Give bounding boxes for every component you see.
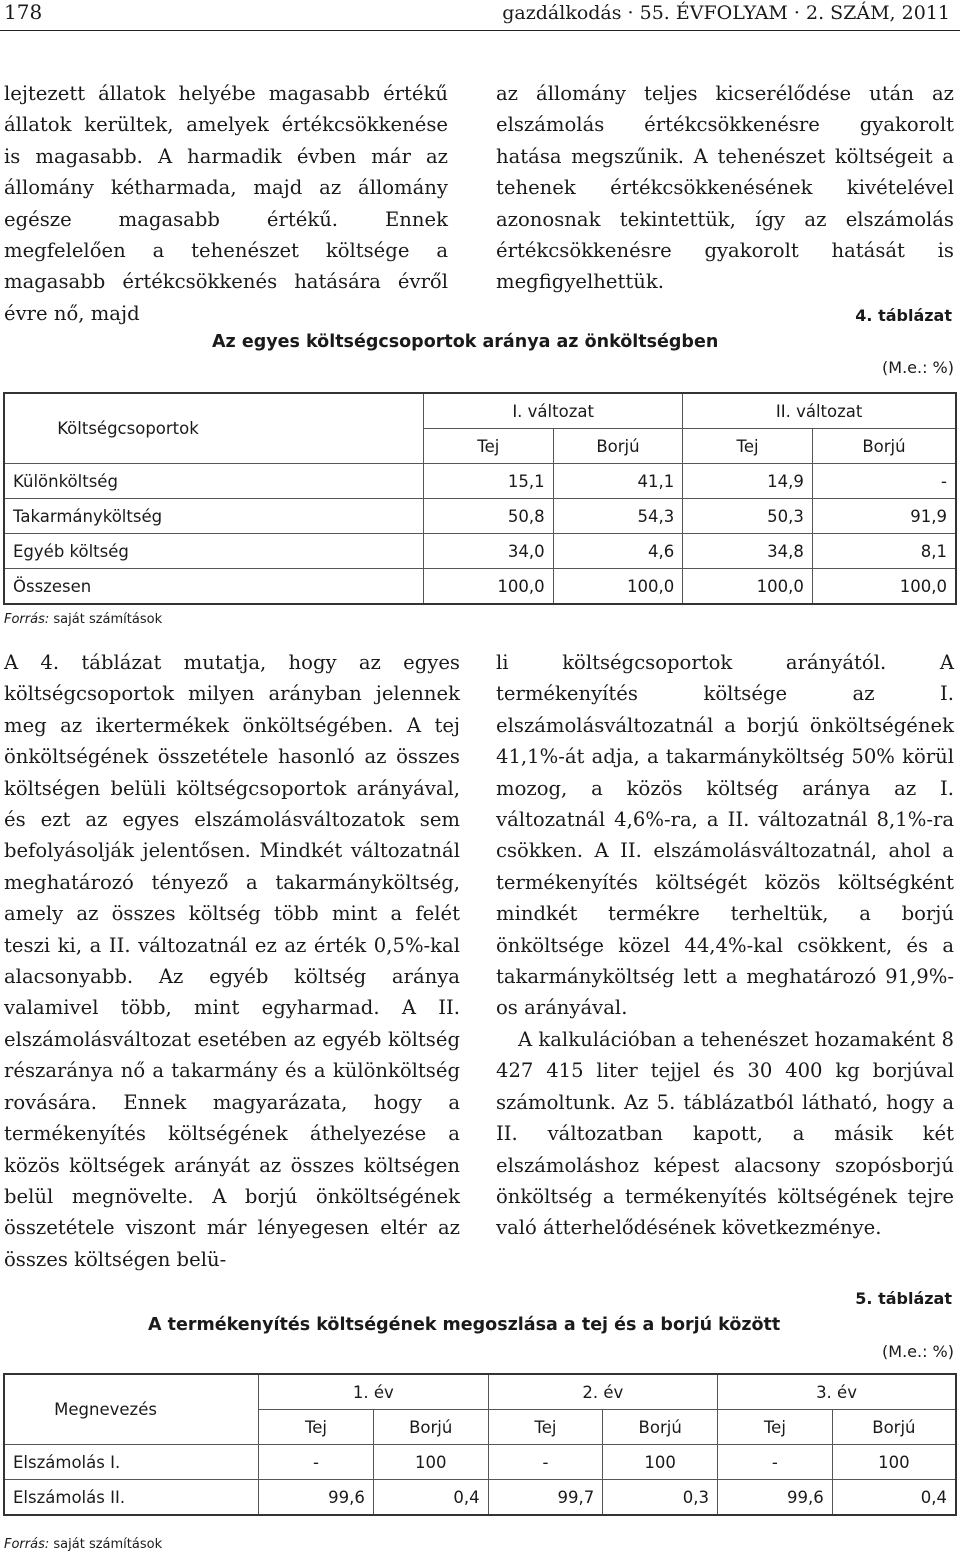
table4-cell: 8,1 bbox=[812, 534, 956, 569]
table5-unit: (M.e.: %) bbox=[882, 1342, 954, 1361]
table4-row-name: Összesen bbox=[4, 569, 424, 605]
table5-cell: - bbox=[259, 1445, 374, 1480]
top-right-column bbox=[496, 78, 954, 298]
table5-cell: - bbox=[488, 1445, 603, 1480]
table4-cell: 34,0 bbox=[424, 534, 554, 569]
table-row bbox=[4, 534, 956, 569]
table4-cell: 54,3 bbox=[553, 499, 683, 534]
table4-row-name: Egyéb költség bbox=[4, 534, 424, 569]
table4-cell: 15,1 bbox=[424, 464, 554, 499]
table4-row-header: Költségcsoportok bbox=[57, 419, 199, 438]
table5-label: 5. táblázat bbox=[855, 1289, 952, 1308]
body-paragraph: az állomány teljes kicserélődése után az elszámolás értékcsökkenésre gyakorolt hatása megszűnik. A tehenészet költségeit a tehenek értékcsökkenésének kivételével azonosnak tekintettük, így az elszámolás értékcsökkenésre gyakorolt hatását is megfigyelhettük. bbox=[496, 82, 954, 294]
body-paragraph: A kalkulációban a tehenészet hozamaként 8 427 415 liter tejjel és 30 400 kg borjúval számoltunk. Az 5. táblázatból látható, hogy a II. változatban kapott, a másik két elszámoláshoz képest alacsony szopósborjú önköltség a termékenyítés költségének tejre való átterhelődésének következménye. bbox=[496, 1027, 954, 1240]
table5-sub-borju: Borjú bbox=[603, 1410, 718, 1445]
journal-running-head: gazdálkodás · 55. ÉVFOLYAM · 2. SZÁM, 2011 bbox=[502, 2, 950, 24]
table4-sub-tej: Tej bbox=[683, 429, 813, 464]
table4-cell: - bbox=[812, 464, 956, 499]
table4-cell: 100,0 bbox=[683, 569, 813, 605]
body-paragraph: lejtezett állatok helyébe magasabb értékű állatok kerültek, amelyek értékcsökkenése is magasabb. A harmadik évben már az állomány kétharmada, majd az állomány egésze magasabb értékű. Ennek megfelelően a tehenészet költsége a magasabb értékcsökkenés hatására évről évre nő, majd bbox=[4, 82, 448, 325]
table5-group-3: 3. év bbox=[718, 1374, 956, 1410]
table4-cell: 100,0 bbox=[812, 569, 956, 605]
table5-sub-tej: Tej bbox=[488, 1410, 603, 1445]
table4-sub-borju: Borjú bbox=[553, 429, 683, 464]
table5-row-name: Elszámolás II. bbox=[4, 1480, 259, 1516]
table5-cell: 99,6 bbox=[718, 1480, 833, 1516]
table-row bbox=[4, 1445, 956, 1480]
table4-row-name: Különköltség bbox=[4, 464, 424, 499]
table5-cell: 0,4 bbox=[832, 1480, 956, 1516]
header-rule bbox=[0, 30, 960, 31]
table5-row-header: Megnevezés bbox=[54, 1400, 157, 1419]
table4-group-1: I. változat bbox=[424, 393, 683, 429]
table4-sub-tej: Tej bbox=[424, 429, 554, 464]
table5-cell: 100 bbox=[603, 1445, 718, 1480]
table5-cell: 99,6 bbox=[259, 1480, 374, 1516]
table4-sub-borju: Borjú bbox=[812, 429, 956, 464]
table5-cell: 0,4 bbox=[373, 1480, 488, 1516]
table5-group-1: 1. év bbox=[259, 1374, 488, 1410]
table4-cell: 50,3 bbox=[683, 499, 813, 534]
table5-cell: - bbox=[718, 1445, 833, 1480]
table4-label: 4. táblázat bbox=[855, 306, 952, 325]
source-text: saját számítások bbox=[53, 1537, 163, 1552]
source-label: Forrás: bbox=[4, 1537, 50, 1552]
top-left-column bbox=[4, 78, 448, 329]
table5-sub-borju: Borjú bbox=[373, 1410, 488, 1445]
middle-right-column bbox=[496, 647, 954, 1244]
table4-group-2: II. változat bbox=[683, 393, 956, 429]
table5-cell: 99,7 bbox=[488, 1480, 603, 1516]
table4-cell: 41,1 bbox=[553, 464, 683, 499]
table4-cell: 4,6 bbox=[553, 534, 683, 569]
table5-sub-borju: Borjú bbox=[832, 1410, 956, 1445]
table5-cell: 100 bbox=[373, 1445, 488, 1480]
table5-sub-tej: Tej bbox=[718, 1410, 833, 1445]
source-label: Forrás: bbox=[4, 612, 50, 627]
table4-row-name: Takarmányköltség bbox=[4, 499, 424, 534]
table-row bbox=[4, 569, 956, 605]
table5-cell: 100 bbox=[832, 1445, 956, 1480]
table4-cell: 34,8 bbox=[683, 534, 813, 569]
table5-row-name: Elszámolás I. bbox=[4, 1445, 259, 1480]
table4-cell: 91,9 bbox=[812, 499, 956, 534]
table5 bbox=[3, 1373, 957, 1516]
table5-group-2: 2. év bbox=[488, 1374, 717, 1410]
table5-title: A termékenyítés költségének megoszlása a tej és a borjú között bbox=[148, 1315, 781, 1335]
table4-cell: 100,0 bbox=[424, 569, 554, 605]
table4-unit: (M.e.: %) bbox=[882, 358, 954, 377]
source-text: saját számítások bbox=[53, 612, 163, 627]
table4-source bbox=[4, 612, 162, 627]
table4-title: Az egyes költségcsoportok aránya az önköltségben bbox=[212, 332, 719, 352]
table-row bbox=[4, 499, 956, 534]
body-paragraph: A 4. táblázat mutatja, hogy az egyes költségcsoportok milyen arányban jelennek meg az ikertermékek önköltségében. A tej önköltségének összetétele hasonló az összes költségen belüli költségcsoportok arányával, és ezt az egyes elszámolásváltozatok sem befolyásolják jelentősen. Mindkét változatnál meghatározó tényező a takarmányköltség, amely az összes költség több mint a felét teszi ki, a II. változatnál ez az érték 0,5%-kal alacsonyabb. Az egyéb költség aránya valamivel több, mint egyharmad. A II. elszámolásváltozat esetében az egyéb költség részaránya nő a takarmány és a különköltség rovására. Ennek magyarázata, hogy a termékenyítés költségének áthelyezése a közös költségek arányát az összes költségen belül megnövelte. A borjú önköltségének összetétele viszont már lényegesen eltér az összes költségen belü- bbox=[4, 651, 460, 1271]
page-header bbox=[0, 0, 960, 30]
table-row bbox=[4, 1480, 956, 1516]
table4-cell: 50,8 bbox=[424, 499, 554, 534]
middle-left-column bbox=[4, 647, 460, 1275]
table4-cell: 100,0 bbox=[553, 569, 683, 605]
table4-cell: 14,9 bbox=[683, 464, 813, 499]
table-row bbox=[4, 464, 956, 499]
table5-cell: 0,3 bbox=[603, 1480, 718, 1516]
table5-sub-tej: Tej bbox=[259, 1410, 374, 1445]
table4 bbox=[3, 392, 957, 605]
table5-source bbox=[4, 1537, 162, 1552]
page-number: 178 bbox=[4, 0, 43, 24]
body-paragraph: li költségcsoportok arányától. A termékenyítés költsége az I. elszámolásváltozatnál a borjú önköltségének 41,1%-át adja, a takarmányköltség 50% körül mozog, a közös költség aránya az I. változatnál 4,6%-ra, a II. változatnál 8,1%-ra csökken. A II. elszámolásváltozatnál, ahol a termékenyítés költségét közös költségként mindkét termékre terheltük, a borjú önköltsége közel 44,4%-kal csökkent, és a takarmányköltség lett a meghatározó 91,9%-os arányával. bbox=[496, 651, 954, 1020]
